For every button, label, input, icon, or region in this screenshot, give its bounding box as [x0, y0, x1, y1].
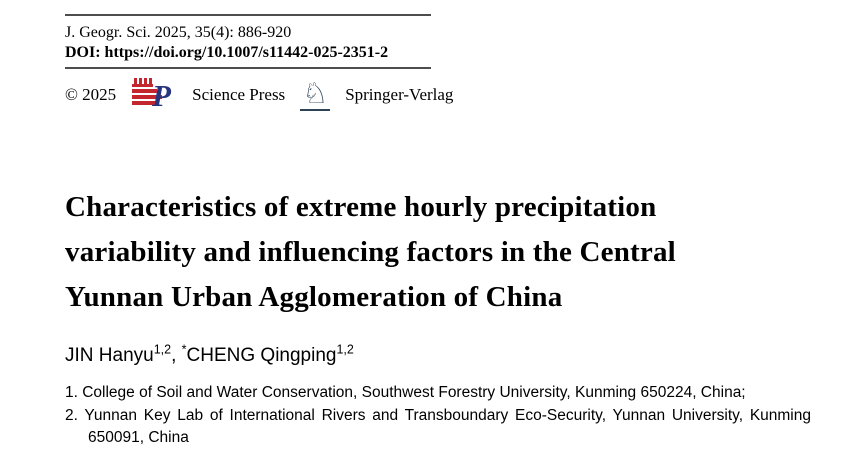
affiliation-item: 1. College of Soil and Water Conservation, Southwest Forestry University, Kunming 650224, China; — [65, 384, 746, 401]
paper-title — [65, 185, 811, 320]
author-line — [65, 343, 811, 369]
author-name: JIN Hanyu — [65, 345, 154, 366]
svg-text:P: P — [152, 77, 172, 109]
affiliation-item: 2. Yunnan Key Lab of International Rivers and Transboundary Eco-Security, Yunnan University, Kunming 650091, China — [65, 406, 811, 446]
science-press-label: Science Press — [192, 85, 286, 104]
mid-rule — [65, 67, 431, 69]
paper-title-line: Characteristics of extreme hourly precipitation — [65, 191, 657, 223]
paper-title-line: variability and influencing factors in the Central — [65, 236, 676, 268]
doi-line: DOI: https://doi.org/10.1007/s11442-025-2351-2 — [65, 44, 389, 61]
science-press-logo-icon — [131, 77, 177, 114]
springer-knight-icon: ♘ — [302, 76, 329, 110]
author-superscript: 1,2 — [153, 342, 172, 357]
top-rule — [65, 14, 431, 16]
publisher-row — [65, 77, 811, 113]
paper-title-line: Yunnan Urban Agglomeration of China — [65, 281, 563, 313]
corresponding-author-asterisk: * — [181, 342, 187, 357]
journal-citation: J. Geogr. Sci. 2025, 35(4): 886-920 — [65, 24, 292, 41]
author-superscript: 1,2 — [336, 342, 354, 357]
copyright-text: © 2025 — [65, 85, 117, 104]
author-name: CHENG Qingping — [186, 345, 337, 366]
author-separator: , — [171, 345, 182, 366]
springer-label: Springer-Verlag — [345, 85, 454, 104]
affiliation-list — [65, 382, 811, 450]
